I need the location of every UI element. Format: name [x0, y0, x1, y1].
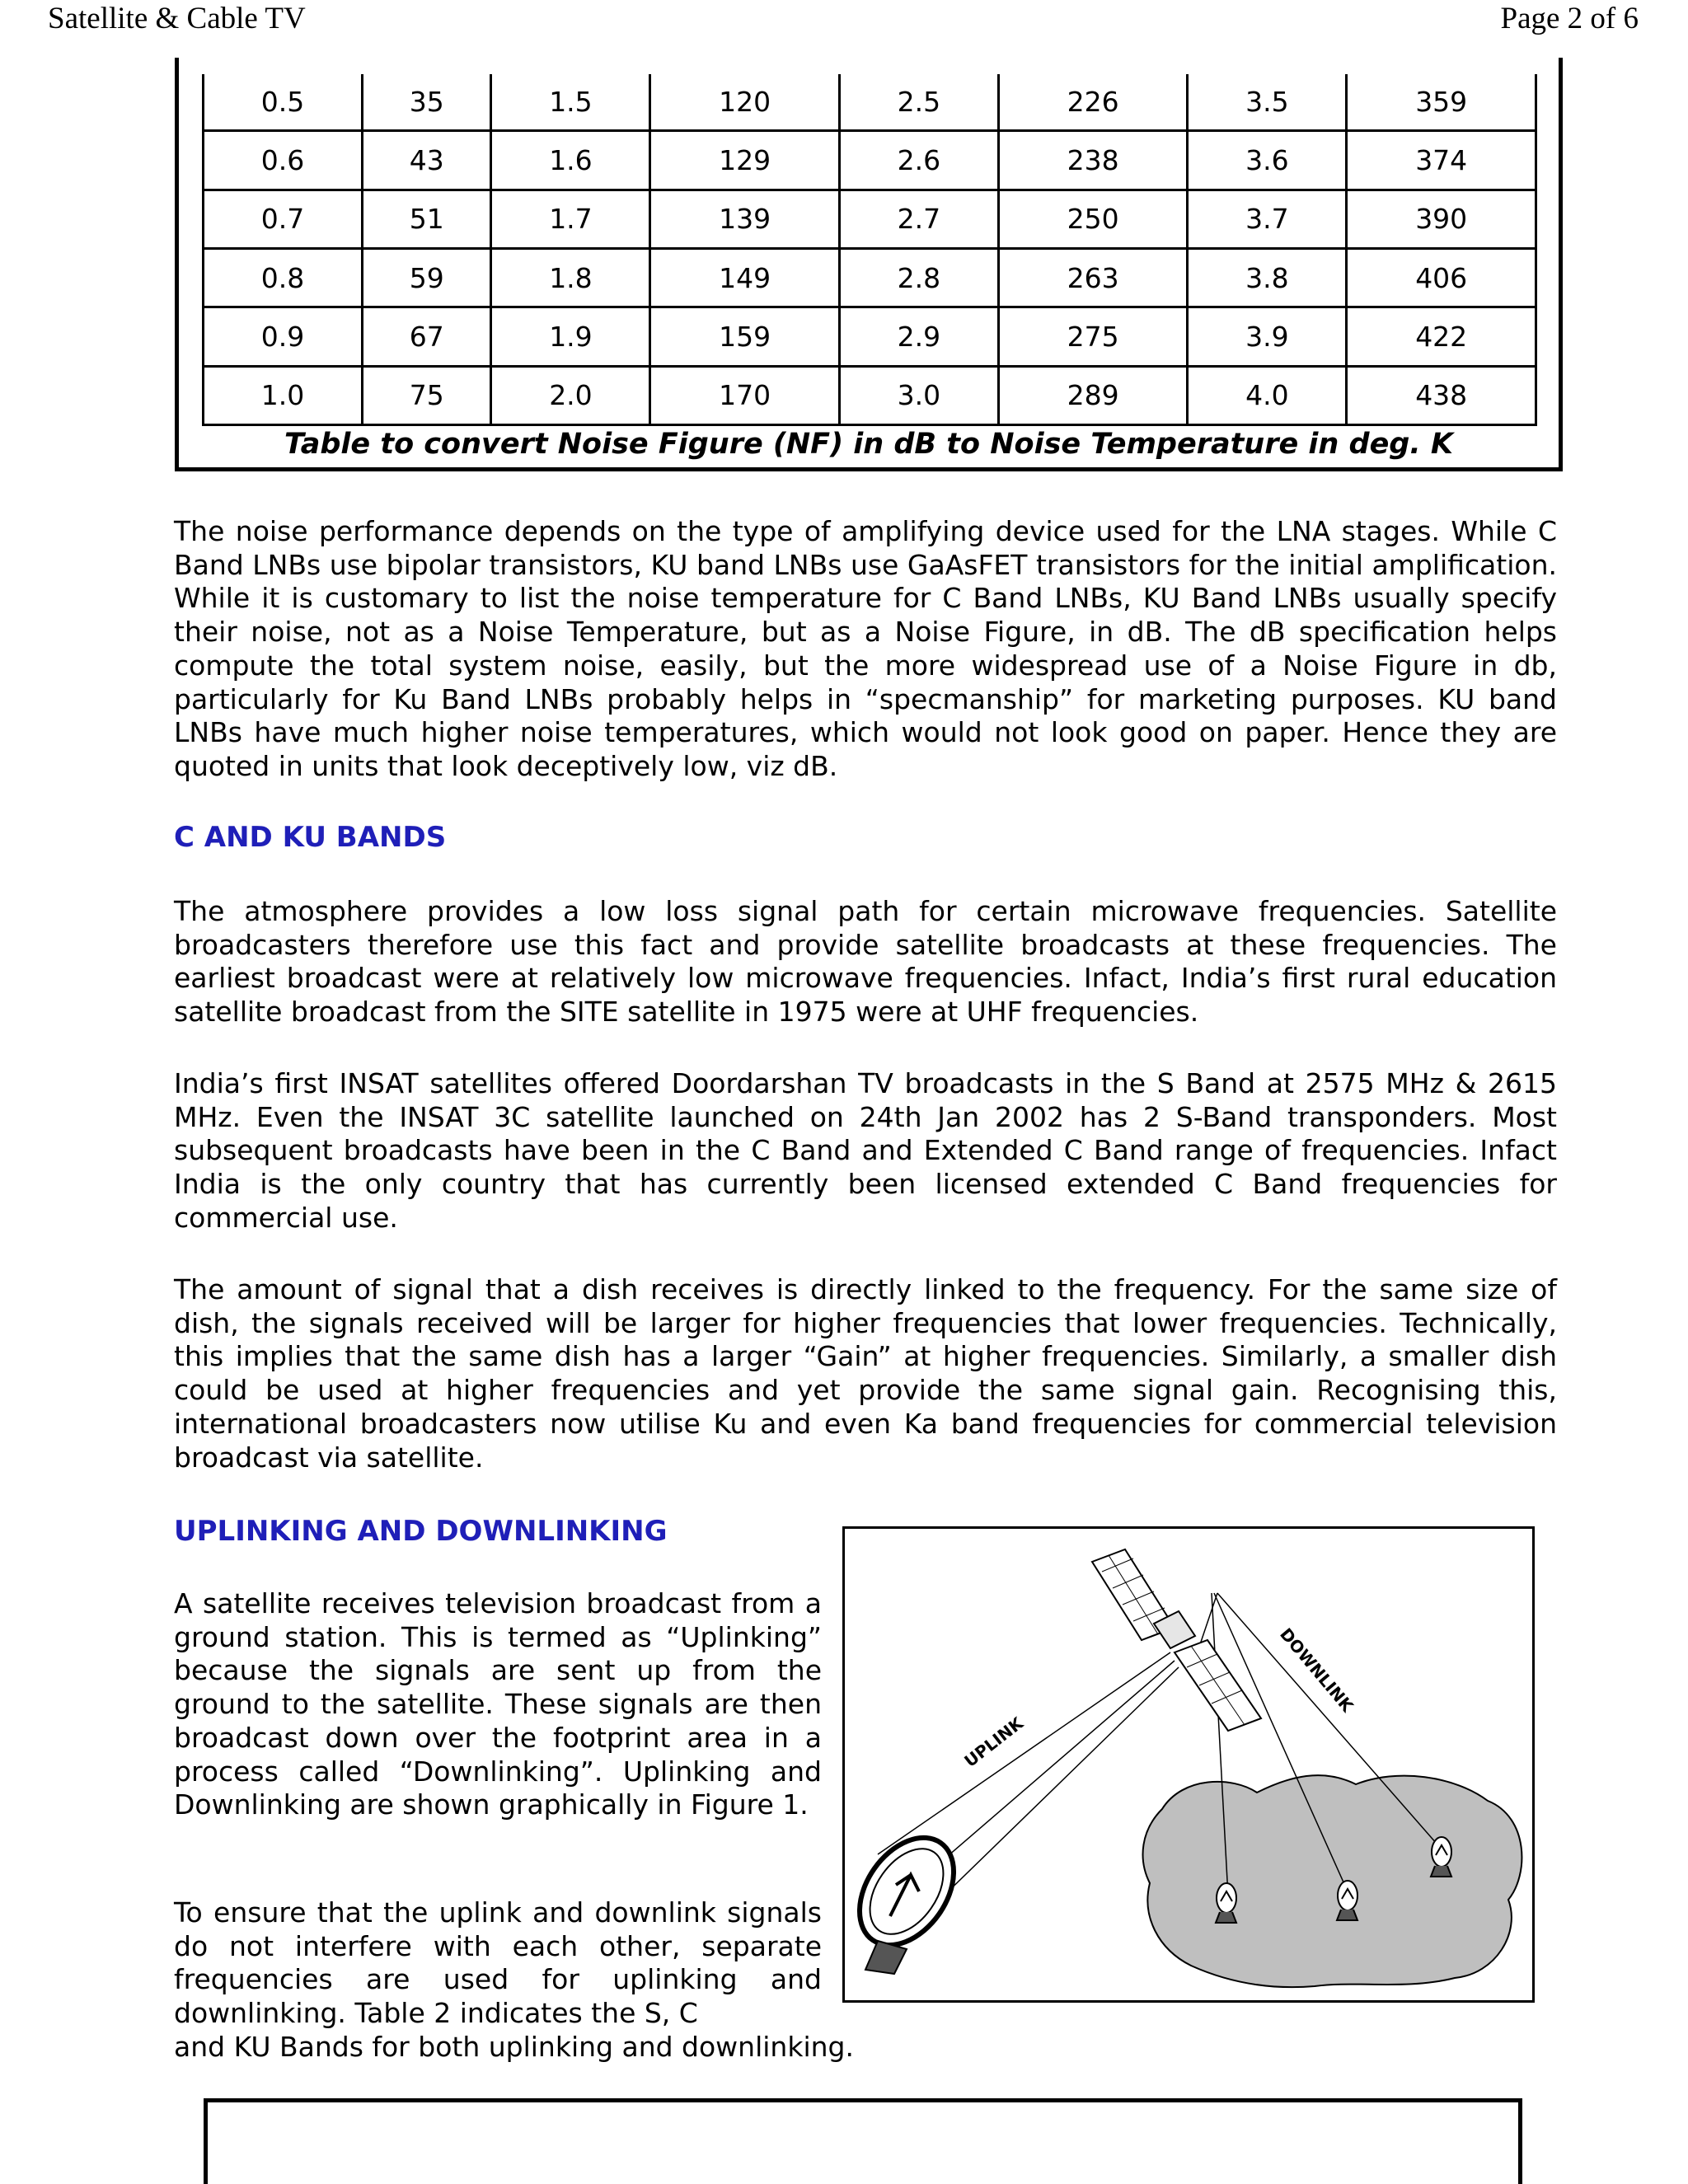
- paragraph-atmosphere: The atmosphere provides a low loss signal path for certain microwave frequencies. Satellite broadcasters therefore use this fact and provide satellite broadcasts at these frequencies. The earliest broadcast were at relatively low microwave frequencies. Infact, India’s first rural education satellite broadcast from the SITE satellite in 1975 were at UHF frequencies.: [174, 895, 1557, 1029]
- receiver-dish-icon-3: [1431, 1837, 1451, 1877]
- table-row: [204, 366, 1536, 424]
- table-row: [204, 307, 1536, 366]
- uplink-dish-icon: [845, 1820, 973, 1974]
- table-cell: 250: [998, 190, 1188, 248]
- table-cell: 263: [998, 248, 1188, 307]
- table-cell: 159: [650, 307, 840, 366]
- table-caption: Table to convert Noise Figure (NF) in dB to Noise Temperature in deg. K: [284, 428, 1453, 461]
- footprint-area: [1143, 1775, 1522, 1987]
- table-cell: 406: [1347, 248, 1536, 307]
- table-cell: 2.6: [839, 131, 998, 190]
- table-cell: 1.7: [491, 190, 650, 248]
- table-cell: 1.8: [491, 248, 650, 307]
- table-cell: 422: [1347, 307, 1536, 366]
- table-cell: 238: [998, 131, 1188, 190]
- table-cell: 67: [362, 307, 491, 366]
- paragraph-dish-signal: The amount of signal that a dish receives is directly linked to the frequency. For the same size of dish, the signals received will be larger for higher frequencies that lower frequencies. Technically, this implies that the same dish has a larger “Gain” at higher frequencies. Similarly, a smaller dish could be used at higher frequencies and yet provide the same signal gain. Recognising this, international broadcasters now utilise Ku and even Ka band frequencies for commercial television broadcast via satellite.: [174, 1273, 1557, 1474]
- table-cell: 1.0: [204, 366, 363, 424]
- table-cell: 2.9: [839, 307, 998, 366]
- table-cell: 0.9: [204, 307, 363, 366]
- table-cell: 129: [650, 131, 840, 190]
- table-cell: 374: [1347, 131, 1536, 190]
- table-row: [204, 131, 1536, 190]
- table-row: [204, 74, 1536, 131]
- table-cell: 3.0: [839, 366, 998, 424]
- table-cell: 1.5: [491, 74, 650, 131]
- receiver-dish-icon-2: [1337, 1881, 1357, 1920]
- paragraph-noise-performance: The noise performance depends on the type of amplifying device used for the LNA stages. While C Band LNBs use bipolar transistors, KU band LNBs use GaAsFET transistors for the initial amplification. While it is customary to list the noise temperature for C Band LNBs, KU Band LNBs usually specify their noise, not as a Noise Temperature, but as a Noise Figure, in dB. The dB specification helps compute the total system noise, easily, but the more widespread use of a Noise Figure in db, particularly for Ku Band LNBs probably helps in “specmanship” for marketing purposes. KU band LNBs have much higher noise temperatures, which would not look good on paper. Hence they are quoted in units that look deceptively low, viz dB.: [174, 515, 1557, 782]
- uplink-label: UPLINK: [960, 1713, 1027, 1771]
- table-cell: 59: [362, 248, 491, 307]
- table-cell: 275: [998, 307, 1188, 366]
- paragraph-frequencies-end: and KU Bands for both uplinking and downlinking.: [174, 2031, 854, 2063]
- table-cell: 0.8: [204, 248, 363, 307]
- table-cell: 2.7: [839, 190, 998, 248]
- paragraph-uplinking: A satellite receives television broadcast from a ground station. This is termed as “Uplinking” because the signals are sent up from the ground to the satellite. These signals are then broadcast down over the footprint area in a process called “Downlinking”. Uplinking and Downlinking are shown graphically in Figure 1.: [174, 1587, 822, 1821]
- downlink-label: DOWNLINK: [1276, 1624, 1357, 1716]
- table-cell: 170: [650, 366, 840, 424]
- table-row: [204, 190, 1536, 248]
- table-cell: 438: [1347, 366, 1536, 424]
- table-cell: 3.9: [1188, 307, 1347, 366]
- table-cell: 2.8: [839, 248, 998, 307]
- table-cell: 3.5: [1188, 74, 1347, 131]
- table-cell: 120: [650, 74, 840, 131]
- table-row: [204, 248, 1536, 307]
- table-cell: 2.5: [839, 74, 998, 131]
- next-table-frame: [204, 2098, 1522, 2184]
- page-number: Page 2 of 6: [1500, 2, 1639, 35]
- table-cell: 289: [998, 366, 1188, 424]
- table-cell: 75: [362, 366, 491, 424]
- table-cell: 0.5: [204, 74, 363, 131]
- table-cell: 139: [650, 190, 840, 248]
- paragraph-insat: India’s first INSAT satellites offered Doordarshan TV broadcasts in the S Band at 2575 MHz & 2615 MHz. Even the INSAT 3C satellite launched on 24th Jan 2002 has 2 S-Band transponders. Most subsequent broadcasts have been in the C Band and Extended C Band range of frequencies. Infact India is the only country that has currently been licensed extended C Band frequencies for commercial use.: [174, 1067, 1557, 1234]
- figure-uplink-downlink: [842, 1526, 1535, 2003]
- table-cell: 0.6: [204, 131, 363, 190]
- table-cell: 3.7: [1188, 190, 1347, 248]
- table-cell: 4.0: [1188, 366, 1347, 424]
- paragraph-frequencies: To ensure that the uplink and downlink signals do not interfere with each other, separate frequencies are used for uplinking and downlinking. Table 2 indicates the S, C: [174, 1896, 822, 2030]
- table-cell: 226: [998, 74, 1188, 131]
- table-cell: 2.0: [491, 366, 650, 424]
- table-cell: 1.6: [491, 131, 650, 190]
- table-cell: 149: [650, 248, 840, 307]
- noise-conversion-table: [202, 74, 1537, 426]
- table-cell: 359: [1347, 74, 1536, 131]
- receiver-dish-icon-1: [1216, 1883, 1236, 1923]
- table-cell: 1.9: [491, 307, 650, 366]
- heading-c-ku-bands: C AND KU BANDS: [174, 821, 447, 854]
- heading-uplinking-downlinking: UPLINKING AND DOWNLINKING: [174, 1515, 668, 1548]
- table-cell: 43: [362, 131, 491, 190]
- table-cell: 51: [362, 190, 491, 248]
- table-cell: 3.8: [1188, 248, 1347, 307]
- table-cell: 35: [362, 74, 491, 131]
- table-cell: 390: [1347, 190, 1536, 248]
- running-header-title: Satellite & Cable TV: [48, 2, 306, 35]
- table-cell: 3.6: [1188, 131, 1347, 190]
- table-cell: 0.7: [204, 190, 363, 248]
